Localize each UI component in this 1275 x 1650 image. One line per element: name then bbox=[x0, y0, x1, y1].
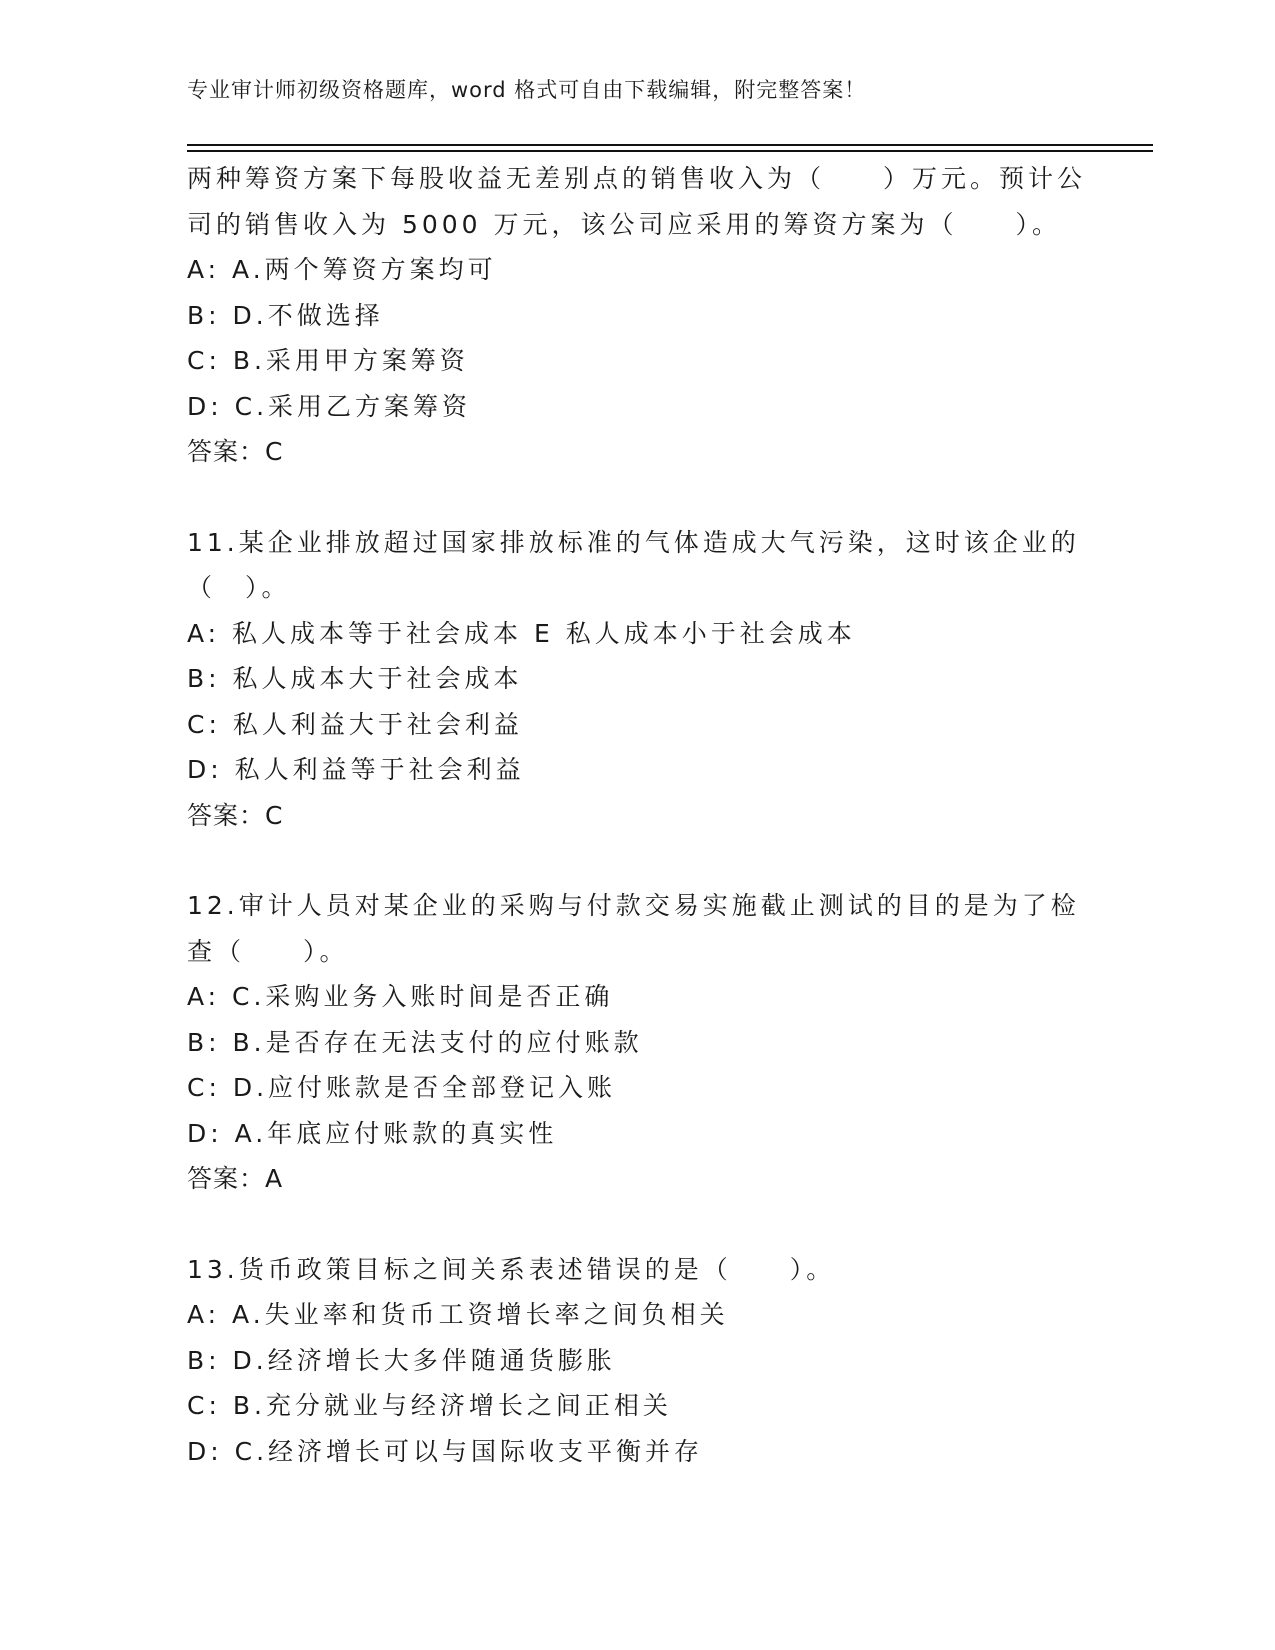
option-d: D: A.年底应付账款的真实性 bbox=[187, 1118, 558, 1148]
question-list bbox=[187, 156, 1087, 1474]
option-b: B: D.经济增长大多伴随通货膨胀 bbox=[187, 1345, 616, 1375]
page-header: 专业审计师初级资格题库，word 格式可自由下载编辑，附完整答案！ bbox=[187, 78, 867, 102]
option-d: D: C.采用乙方案筹资 bbox=[187, 391, 472, 421]
spacer bbox=[187, 838, 1087, 883]
answer-line: 答案：C bbox=[187, 437, 284, 466]
question-stem: 两种筹资方案下每股收益无差别点的销售收入为（ ）万元。预计公 bbox=[187, 164, 1087, 193]
question-block bbox=[187, 156, 1087, 475]
question-stem: 12.审计人员对某企业的采购与付款交易实施截止测试的目的是为了检 bbox=[187, 891, 1080, 920]
option-d: D: 私人利益等于社会利益 bbox=[187, 755, 525, 784]
option-a: A: 私人成本等于社会成本 E 私人成本小于社会成本 bbox=[187, 618, 856, 648]
question-stem: 司的销售收入为 5000 万元，该公司应采用的筹资方案为（ ）。 bbox=[187, 209, 1062, 239]
option-a: A: C.采购业务入账时间是否正确 bbox=[187, 982, 614, 1011]
question-stem: 查（ ）。 bbox=[187, 936, 349, 966]
option-c: C: B.充分就业与经济增长之间正相关 bbox=[187, 1391, 672, 1420]
option-b: B: 私人成本大于社会成本 bbox=[187, 664, 523, 693]
option-c: C: B.采用甲方案筹资 bbox=[187, 346, 469, 375]
question-block bbox=[187, 1247, 1087, 1475]
option-c: C: 私人利益大于社会利益 bbox=[187, 709, 523, 739]
answer-line: 答案：A bbox=[187, 1164, 284, 1193]
option-c: C: D.应付账款是否全部登记入账 bbox=[187, 1073, 617, 1102]
option-d: D: C.经济增长可以与国际收支平衡并存 bbox=[187, 1436, 704, 1466]
option-b: B: D.不做选择 bbox=[187, 300, 384, 330]
header-rule-top bbox=[187, 144, 1153, 146]
header-rule-bottom bbox=[187, 150, 1153, 152]
question-stem: 11.某企业排放超过国家排放标准的气体造成大气污染，这时该企业的 bbox=[187, 527, 1080, 557]
question-block bbox=[187, 883, 1087, 1202]
answer-line: 答案：C bbox=[187, 800, 284, 830]
option-a: A: A.失业率和货币工资增长率之间负相关 bbox=[187, 1300, 729, 1329]
question-block bbox=[187, 520, 1087, 839]
question-stem: （ ）。 bbox=[187, 573, 291, 602]
spacer bbox=[187, 1202, 1087, 1247]
spacer bbox=[187, 475, 1087, 520]
question-stem: 13.货币政策目标之间关系表述错误的是（ ）。 bbox=[187, 1254, 836, 1284]
option-a: A: A.两个筹资方案均可 bbox=[187, 255, 497, 284]
option-b: B: B.是否存在无法支付的应付账款 bbox=[187, 1027, 643, 1057]
